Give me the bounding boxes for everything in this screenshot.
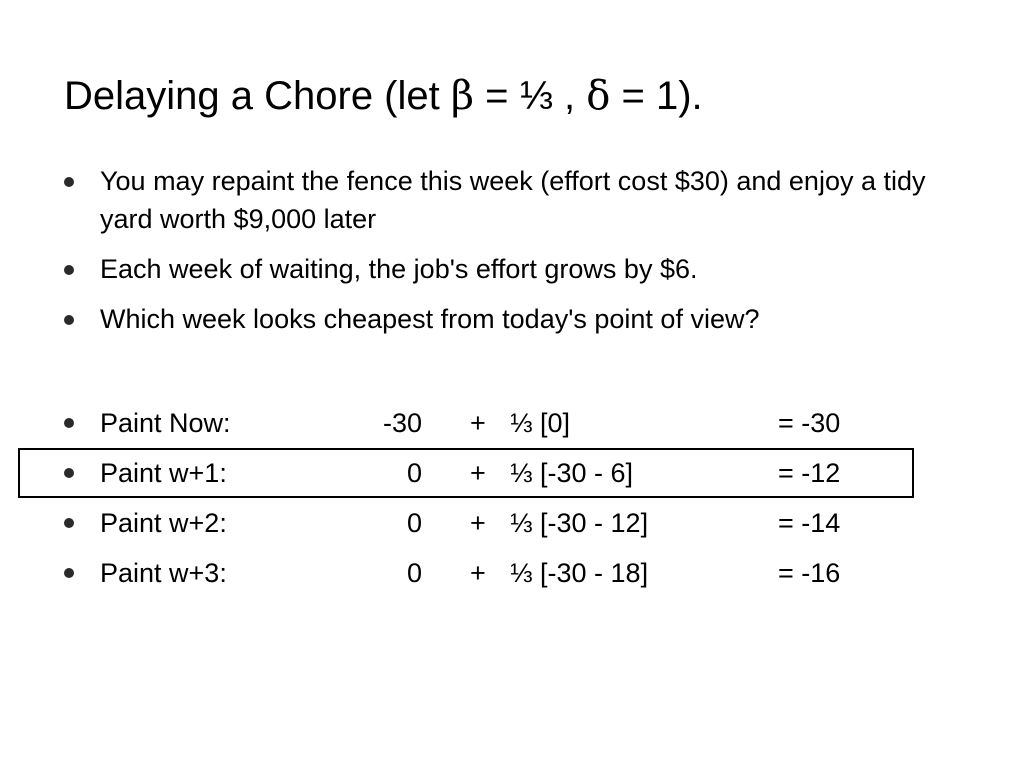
calc-plus: +	[470, 508, 486, 538]
calc-plus: +	[470, 408, 486, 438]
calc-total: = -16	[778, 558, 841, 588]
calc-row-now	[0, 398, 1024, 448]
calc-future: ⅓ [-30 - 18]	[510, 558, 649, 588]
calc-future: ⅓ [-30 - 6]	[510, 458, 634, 488]
calc-total: = -12	[778, 458, 841, 488]
bullet-text: Each week of waiting, the job's effort grows by $6.	[100, 254, 698, 284]
calc-future: ⅓ [0]	[510, 408, 571, 438]
slide-title	[64, 72, 703, 120]
calc-future: ⅓ [-30 - 12]	[510, 508, 649, 538]
calc-total: = -30	[778, 408, 841, 438]
delta-symbol: δ	[586, 73, 611, 119]
calc-plus: +	[470, 458, 486, 488]
bullet-dot-icon	[64, 315, 74, 325]
calc-row-w3	[0, 548, 1024, 598]
calc-plus: +	[470, 558, 486, 588]
calc-immediate: 0	[406, 458, 422, 488]
beta-symbol: β	[450, 73, 474, 119]
bullet-dot-icon	[64, 418, 74, 428]
calc-label: Paint w+1:	[100, 458, 227, 488]
bullet-dot-icon	[64, 518, 74, 528]
delta-value: = 1).	[610, 74, 703, 118]
bullet-dot-icon	[64, 265, 74, 275]
bullet-text: Which week looks cheapest from today's point of view?	[100, 304, 760, 334]
bullet-item-scenario	[0, 162, 950, 238]
beta-value: = ⅓ ,	[473, 74, 587, 118]
calc-total: = -14	[778, 508, 841, 538]
calc-immediate: -30	[382, 408, 422, 438]
calc-label: Paint w+3:	[100, 558, 227, 588]
calc-immediate: 0	[406, 508, 422, 538]
bullet-item-question	[0, 300, 950, 338]
calc-row-w1-highlighted	[0, 448, 1024, 498]
bullet-list	[0, 162, 1024, 598]
bullet-text: You may repaint the fence this week (effort cost $30) and enjoy a tidy yard worth $9,000 later	[100, 166, 926, 234]
bullet-dot-icon	[64, 177, 74, 187]
calc-label: Paint Now:	[100, 408, 231, 438]
calc-row-w2	[0, 498, 1024, 548]
calc-immediate: 0	[406, 558, 422, 588]
bullet-dot-icon	[64, 468, 74, 478]
bullet-item-cost-growth	[0, 250, 950, 288]
section-spacer	[0, 350, 1024, 398]
bullet-dot-icon	[64, 568, 74, 578]
calc-label: Paint w+2:	[100, 508, 227, 538]
title-text: Delaying a Chore (let	[64, 74, 451, 118]
